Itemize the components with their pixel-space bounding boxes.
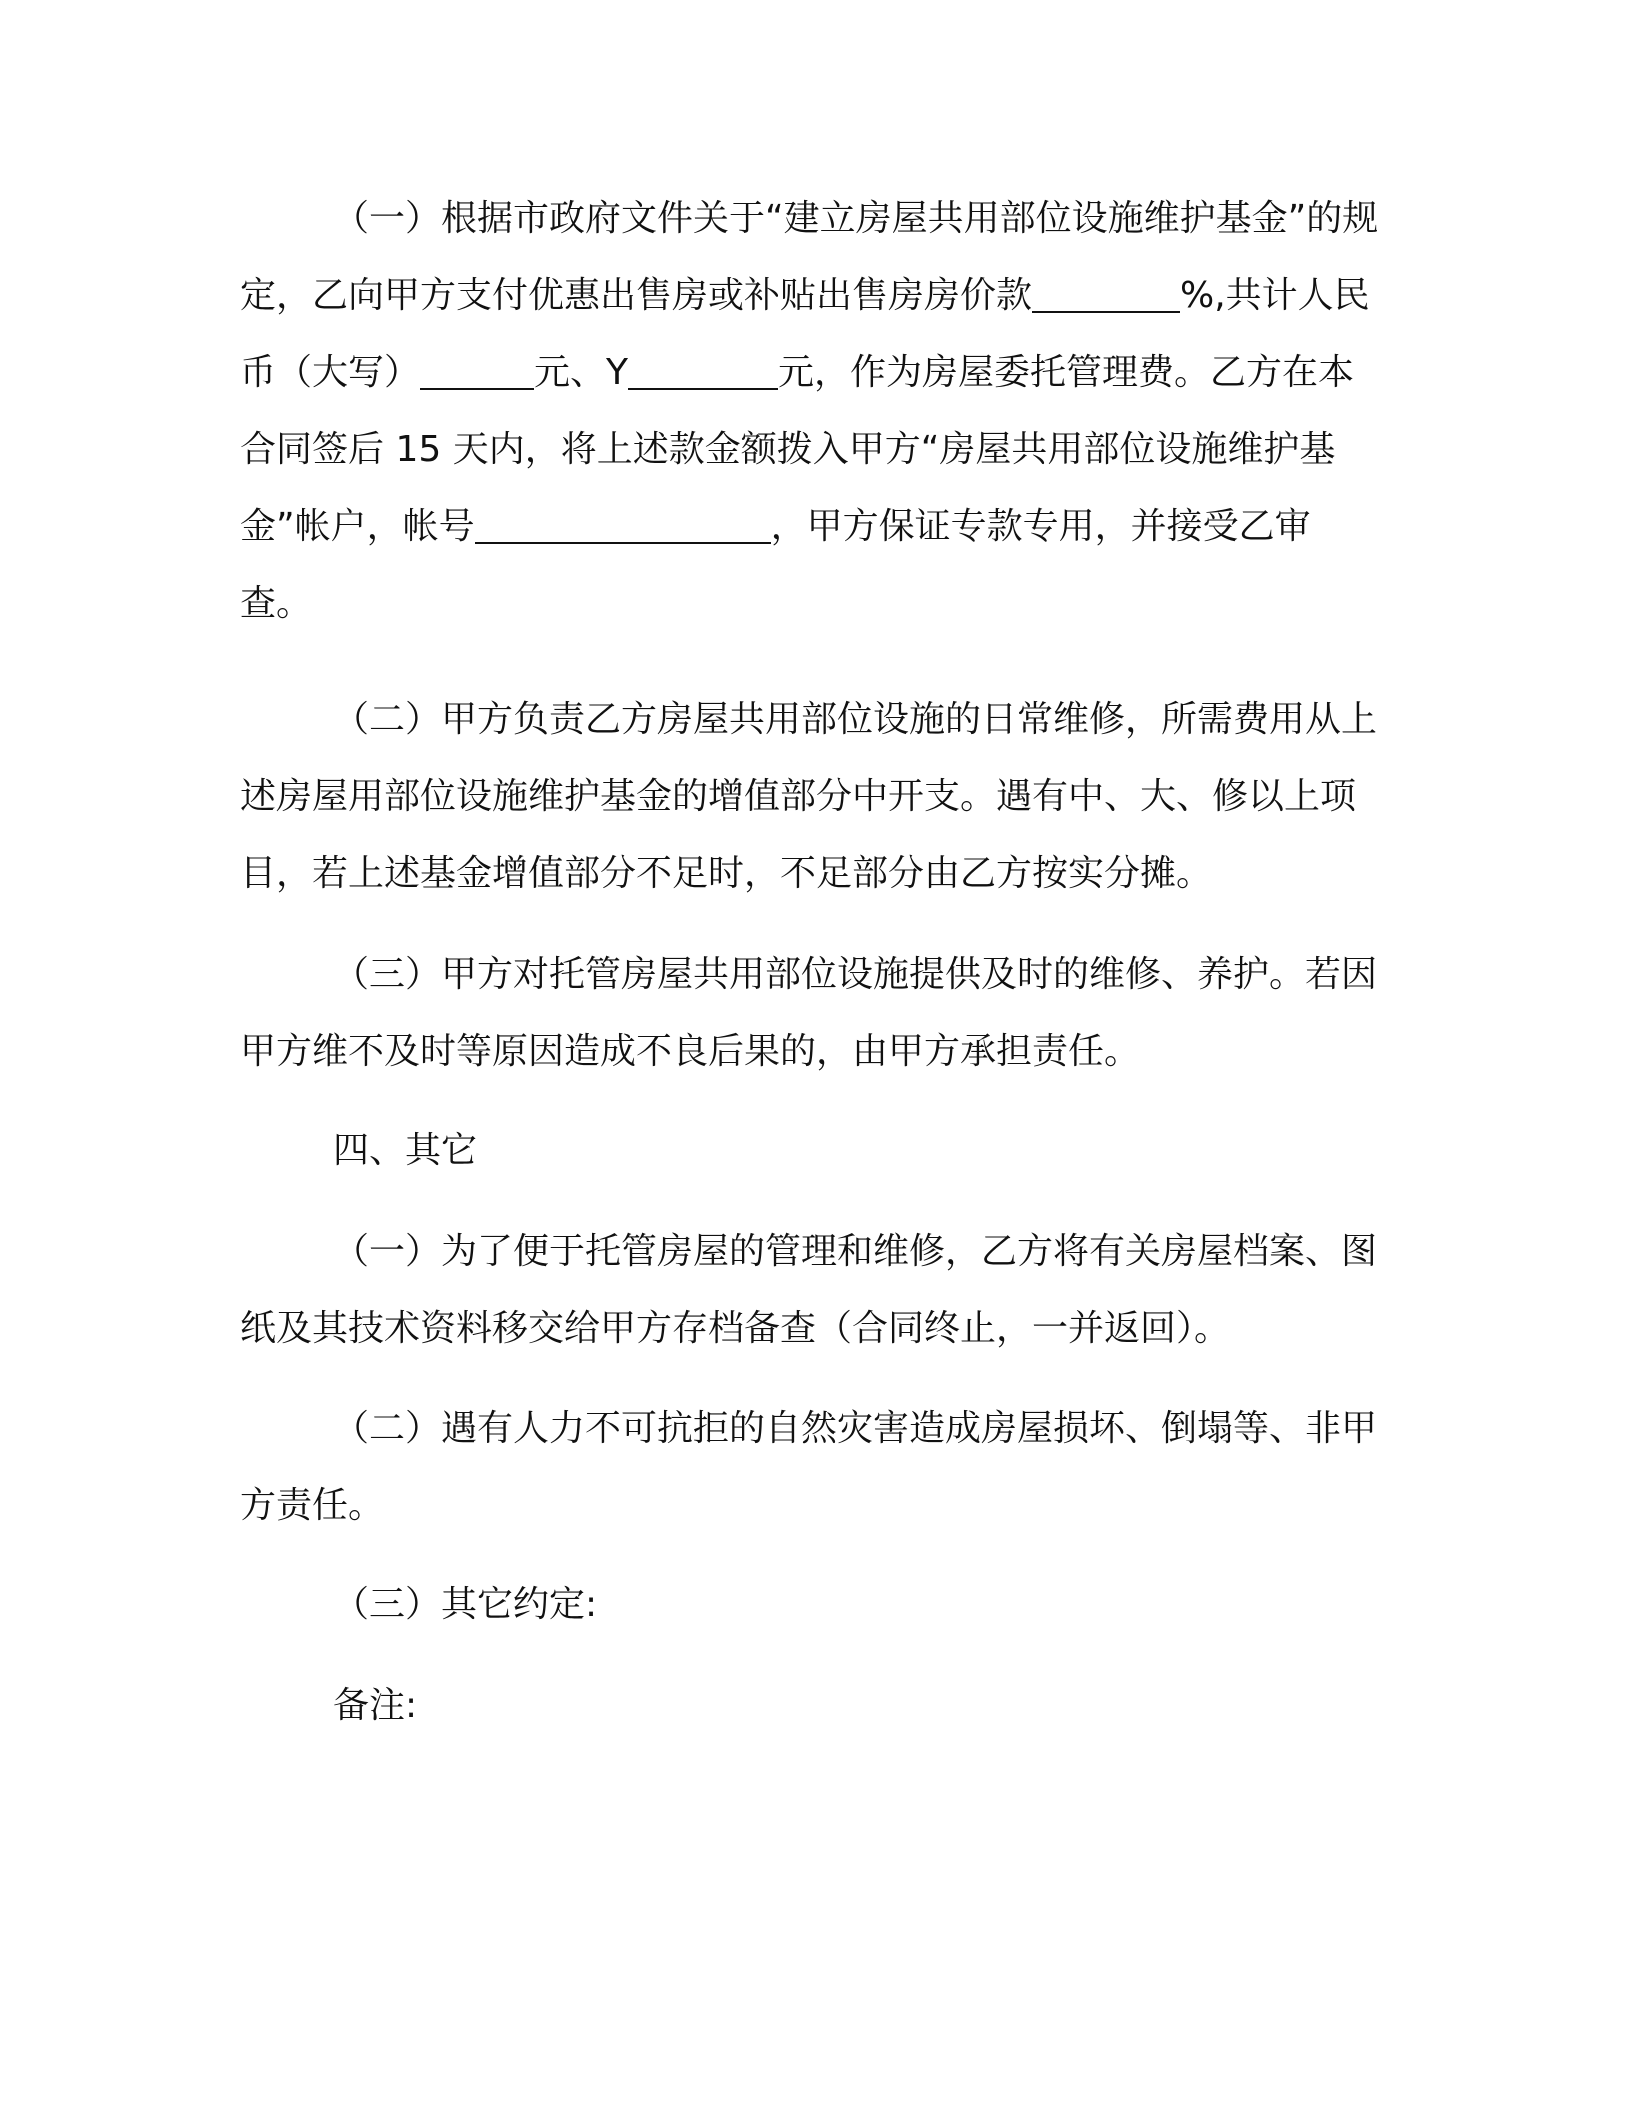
other-item-force-majeure: （二）遇有人力不可抗拒的自然灾害造成房屋损坏、倒塌等、非甲方责任。 — [240, 1408, 1378, 1526]
clause-fund-text-4: 元，作为房屋委托管理费。乙方在本合同签后 15 天内，将上述款金额拨入甲方“房屋共用部位设施维护基金”帐户，帐号 — [240, 352, 1355, 547]
account-number-blank[interactable] — [475, 506, 771, 544]
clause-fund-text-3: 元、Y — [534, 352, 629, 393]
clause-fund-text-1: （一）根据市政府文件关于“建立房屋共用部位设施维护基金”的规定，乙向甲方支付优惠出售房或补贴出售房房价款 — [240, 198, 1379, 316]
other-item-archives: （一）为了便于托管房屋的管理和维修，乙方将有关房屋档案、图纸及其技术资料移交给甲方存档备查（合同终止，一并返回）。 — [240, 1231, 1378, 1349]
clause-fund-text-5: ，甲方保证专款专用，并接受乙审查。 — [240, 506, 1311, 624]
clause-daily-maintenance: （二）甲方负责乙方房屋共用部位设施的日常维修，所需费用从上述房屋用部位设施维护基金的增值部分中开支。遇有中、大、修以上项目，若上述基金增值部分不足时，不足部分由乙方按实分摊。 — [240, 699, 1378, 894]
section-heading-other: 四、其它 — [333, 1130, 478, 1171]
amount-uppercase-blank[interactable] — [420, 352, 534, 390]
amount-number-blank[interactable] — [628, 352, 778, 390]
clause-fund-text-2: %,共计人民币（大写） — [240, 275, 1370, 393]
remark-label: 备注: — [333, 1685, 418, 1726]
clause-timely-repair: （三）甲方对托管房屋共用部位设施提供及时的维修、养护。若因甲方维不及时等原因造成不良后果的，由甲方承担责任。 — [240, 954, 1378, 1072]
clause-fund-payment — [240, 180, 1380, 642]
percent-blank[interactable] — [1032, 275, 1180, 313]
other-item-agreements: （三）其它约定: — [333, 1584, 598, 1625]
